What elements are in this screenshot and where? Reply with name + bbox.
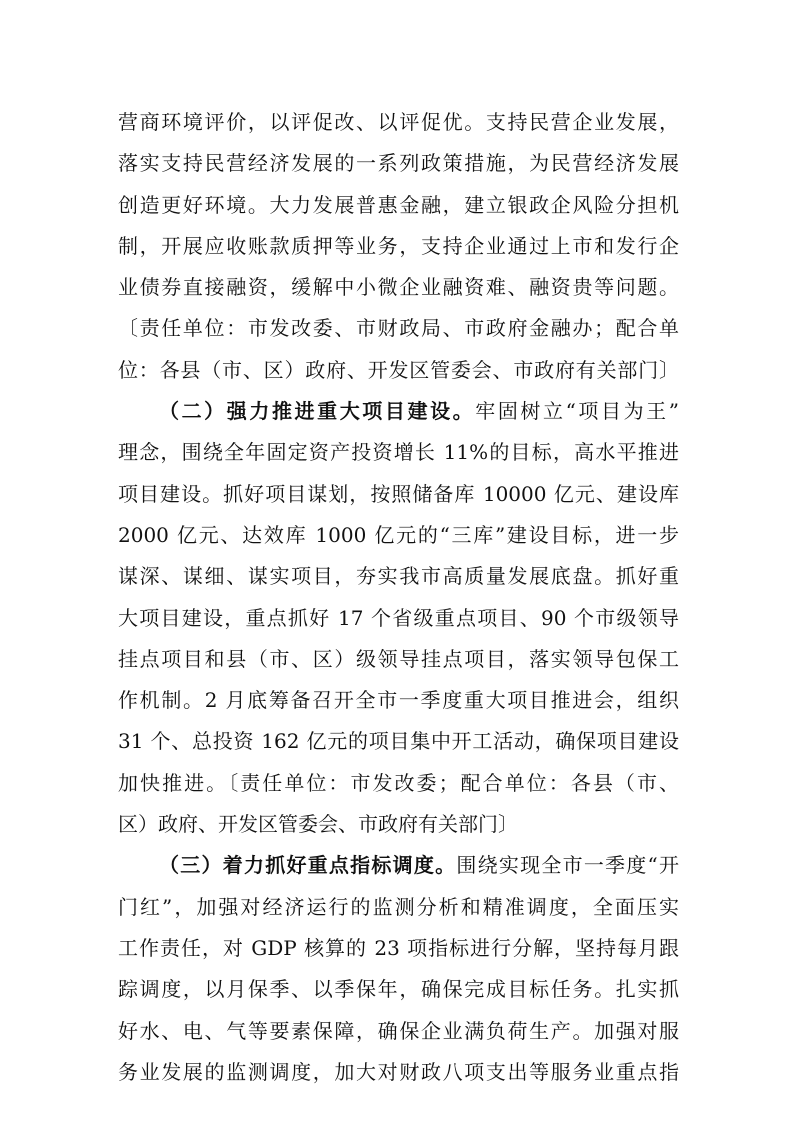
line-text: 围绕实现全市一季度“开 <box>456 853 680 878</box>
text-line <box>118 474 679 515</box>
line-text: 业债券直接融资，缓解中小微企业融资难、融资贵等问题。 <box>118 275 679 300</box>
text-line <box>118 928 679 969</box>
text-line <box>118 598 679 639</box>
line-text: 加快推进。〔责任单位：市发改委；配合单位：各县（市、 <box>118 770 679 795</box>
text-line <box>118 721 679 762</box>
text-line <box>118 185 679 226</box>
line-text: 务业发展的监测调度，加大对财政八项支出等服务业重点指 <box>118 1059 679 1084</box>
section-heading: （三）着力抓好重点指标调度。 <box>159 853 457 878</box>
paragraph <box>118 845 679 1093</box>
line-text: 牢固树立“项目为王” <box>475 399 680 424</box>
text-line <box>118 226 679 267</box>
text-line <box>118 639 679 680</box>
line-text: 落实支持民营经济发展的一系列政策措施，为民营经济发展 <box>118 151 679 176</box>
line-text: 营商环境评价，以评促改、以评促优。支持民营企业发展， <box>118 110 679 134</box>
text-line <box>118 391 679 432</box>
line-text: 工作责任，对 GDP 核算的 23 项指标进行分解，坚持每月跟 <box>118 935 679 960</box>
line-text: 踪调度，以月保季、以季保年，确保完成目标任务。扎实抓 <box>118 977 679 1002</box>
line-text: 〔责任单位：市发改委、市财政局、市政府金融办；配合单 <box>118 316 679 341</box>
text-line <box>118 308 679 349</box>
line-text: 作机制。2 月底筹备召开全市一季度重大项目推进会，组织 <box>118 688 679 713</box>
line-text: 好水、电、气等要素保障，确保企业满负荷生产。加强对服 <box>118 1018 679 1043</box>
text-line <box>118 350 679 391</box>
text-line <box>118 432 679 473</box>
line-text: 挂点项目和县（市、区）级领导挂点项目，落实领导包保工 <box>118 646 679 671</box>
text-line <box>118 804 679 845</box>
document-page <box>118 102 679 1093</box>
line-text: 谋深、谋细、谋实项目，夯实我市高质量发展底盘。抓好重 <box>118 564 679 589</box>
text-line <box>118 556 679 597</box>
line-text: 2000 亿元、达效库 1000 亿元的“三库”建设目标，进一步 <box>118 522 679 547</box>
paragraph <box>118 102 679 391</box>
paragraph <box>118 391 679 845</box>
line-text: 门红”，加强对经济运行的监测分析和精准调度，全面压实 <box>118 894 679 919</box>
line-text: 创造更好环境。大力发展普惠金融，建立银政企风险分担机 <box>118 192 679 217</box>
section-heading: （二）强力推进重大项目建设。 <box>159 399 476 424</box>
text-line <box>118 1052 679 1093</box>
line-text: 区）政府、开发区管委会、市政府有关部门〕 <box>118 812 518 837</box>
text-line <box>118 1011 679 1052</box>
text-line <box>118 102 679 143</box>
line-text: 项目建设。抓好项目谋划，按照储备库 10000 亿元、建设库 <box>118 481 679 506</box>
text-line <box>118 680 679 721</box>
text-line <box>118 845 679 886</box>
text-line <box>118 515 679 556</box>
line-text: 位：各县（市、区）政府、开发区管委会、市政府有关部门〕 <box>118 357 679 382</box>
text-line <box>118 143 679 184</box>
text-line <box>118 763 679 804</box>
text-line <box>118 969 679 1010</box>
line-text: 31 个、总投资 162 亿元的项目集中开工活动，确保项目建设 <box>118 729 679 754</box>
text-line <box>118 887 679 928</box>
text-line <box>118 267 679 308</box>
line-text: 大项目建设，重点抓好 17 个省级重点项目、90 个市级领导 <box>118 605 679 630</box>
line-text: 理念，围绕全年固定资产投资增长 11%的目标，高水平推进 <box>118 440 679 465</box>
line-text: 制，开展应收账款质押等业务，支持企业通过上市和发行企 <box>118 233 679 258</box>
